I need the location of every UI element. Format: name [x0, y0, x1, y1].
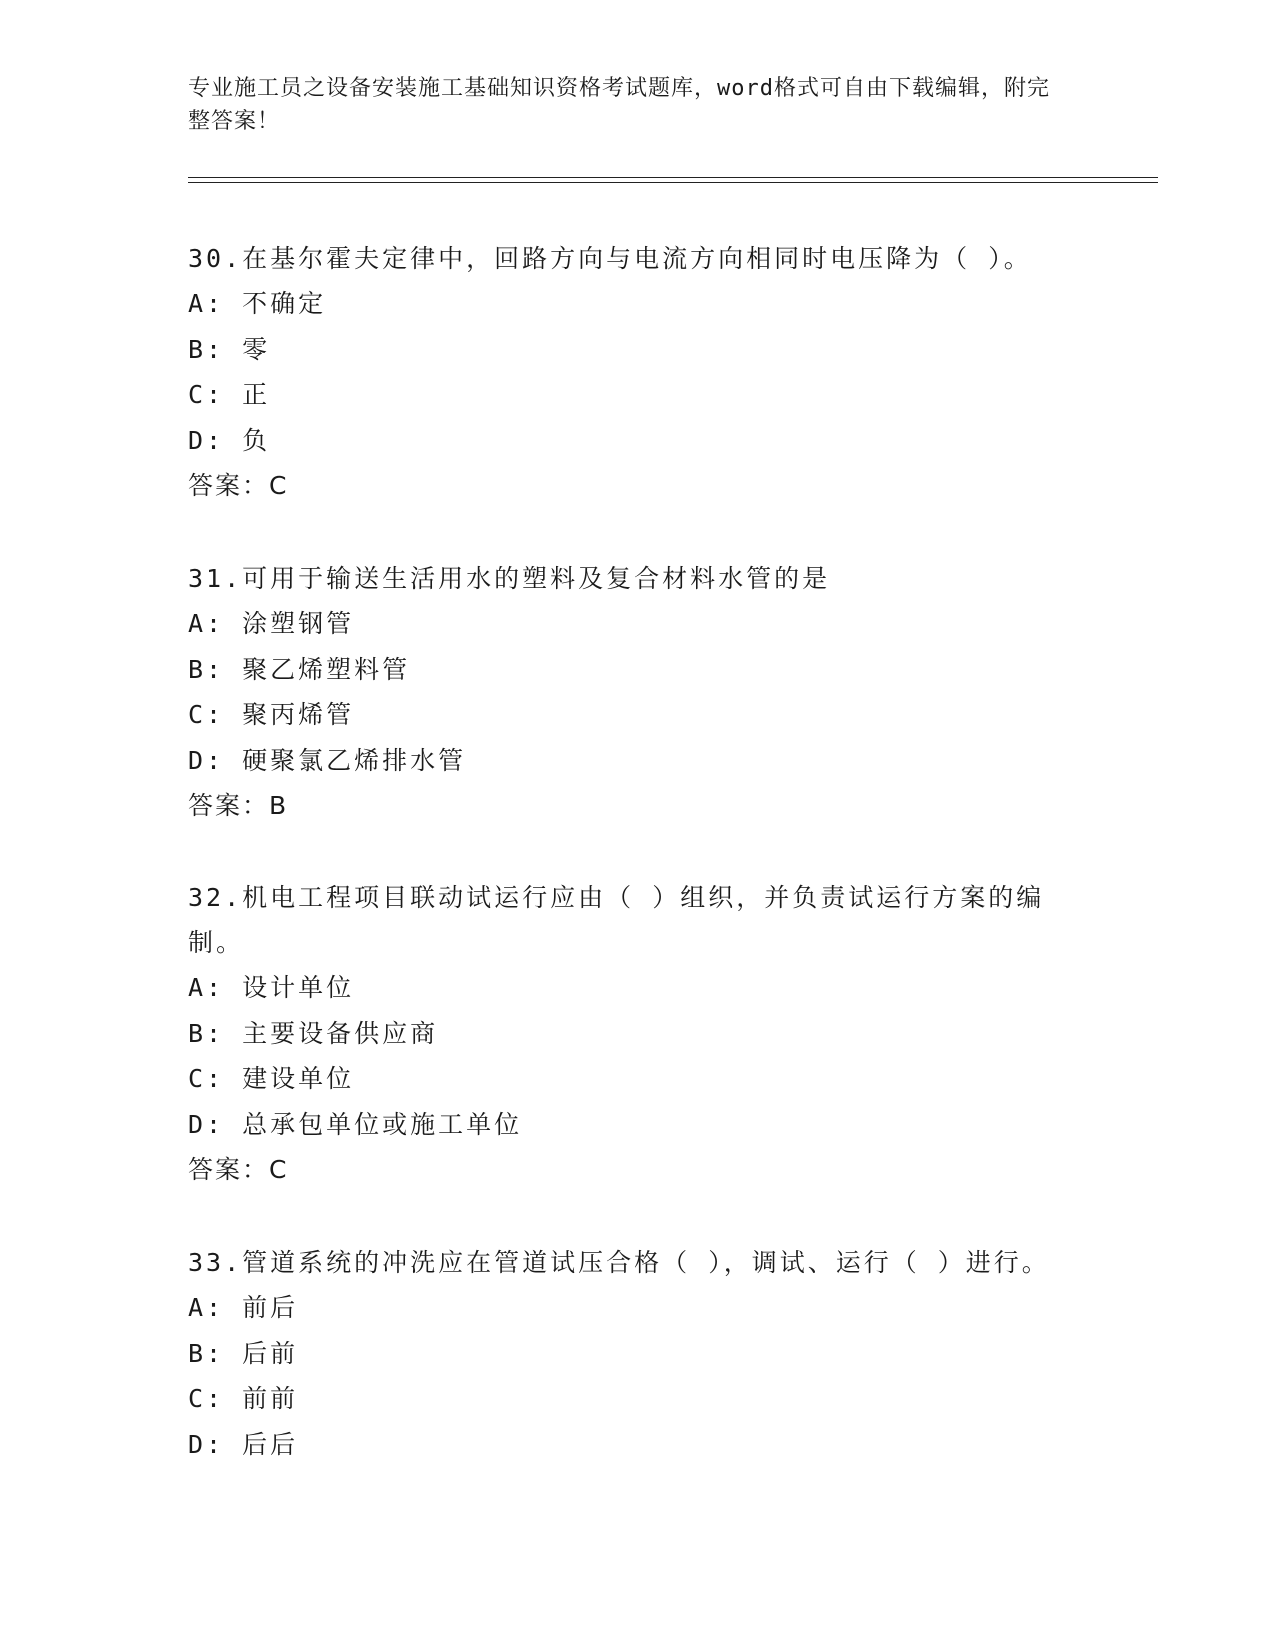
option-d: D: 后后: [188, 1429, 299, 1459]
option-d: D: 负: [188, 425, 271, 455]
option-c: C: 正: [188, 380, 271, 409]
option-c: C: 前前: [188, 1384, 299, 1413]
question-31: [188, 556, 1068, 828]
option-c: C: 聚丙烯管: [188, 700, 355, 729]
answer: 答案：B: [188, 791, 289, 820]
option-b: B: 聚乙烯塑料管: [188, 654, 411, 684]
header-divider-top: [188, 177, 1158, 178]
question-stem: 31.可用于输送生活用水的塑料及复合材料水管的是: [188, 564, 831, 593]
option-b: B: 主要设备供应商: [188, 1018, 439, 1048]
option-a: A: 不确定: [188, 289, 327, 318]
question-stem: 32.机电工程项目联动试运行应由（ ）组织，并负责试运行方案的编制。: [188, 883, 1045, 957]
option-b: B: 后前: [188, 1338, 299, 1368]
question-stem: 33.管道系统的冲洗应在管道试压合格（ ），调试、运行（ ）进行。: [188, 1248, 1050, 1277]
question-stem: 30.在基尔霍夫定律中，回路方向与电流方向相同时电压降为（ ）。: [188, 244, 1032, 273]
option-c: C: 建设单位: [188, 1064, 355, 1093]
answer: 答案：C: [188, 471, 289, 500]
option-d: D: 总承包单位或施工单位: [188, 1109, 523, 1139]
option-a: A: 涂塑钢管: [188, 609, 355, 638]
option-a: A: 前后: [188, 1293, 299, 1322]
question-32: [188, 875, 1068, 1192]
header-divider-bottom: [188, 182, 1158, 183]
question-33: [188, 1240, 1068, 1467]
answer: 答案：C: [188, 1155, 289, 1184]
option-a: A: 设计单位: [188, 973, 355, 1002]
option-d: D: 硬聚氯乙烯排水管: [188, 745, 467, 775]
question-30: [188, 236, 1068, 508]
option-b: B: 零: [188, 334, 271, 364]
document-header: 专业施工员之设备安装施工基础知识资格考试题库，word格式可自由下载编辑，附完整答案！: [188, 76, 1050, 134]
